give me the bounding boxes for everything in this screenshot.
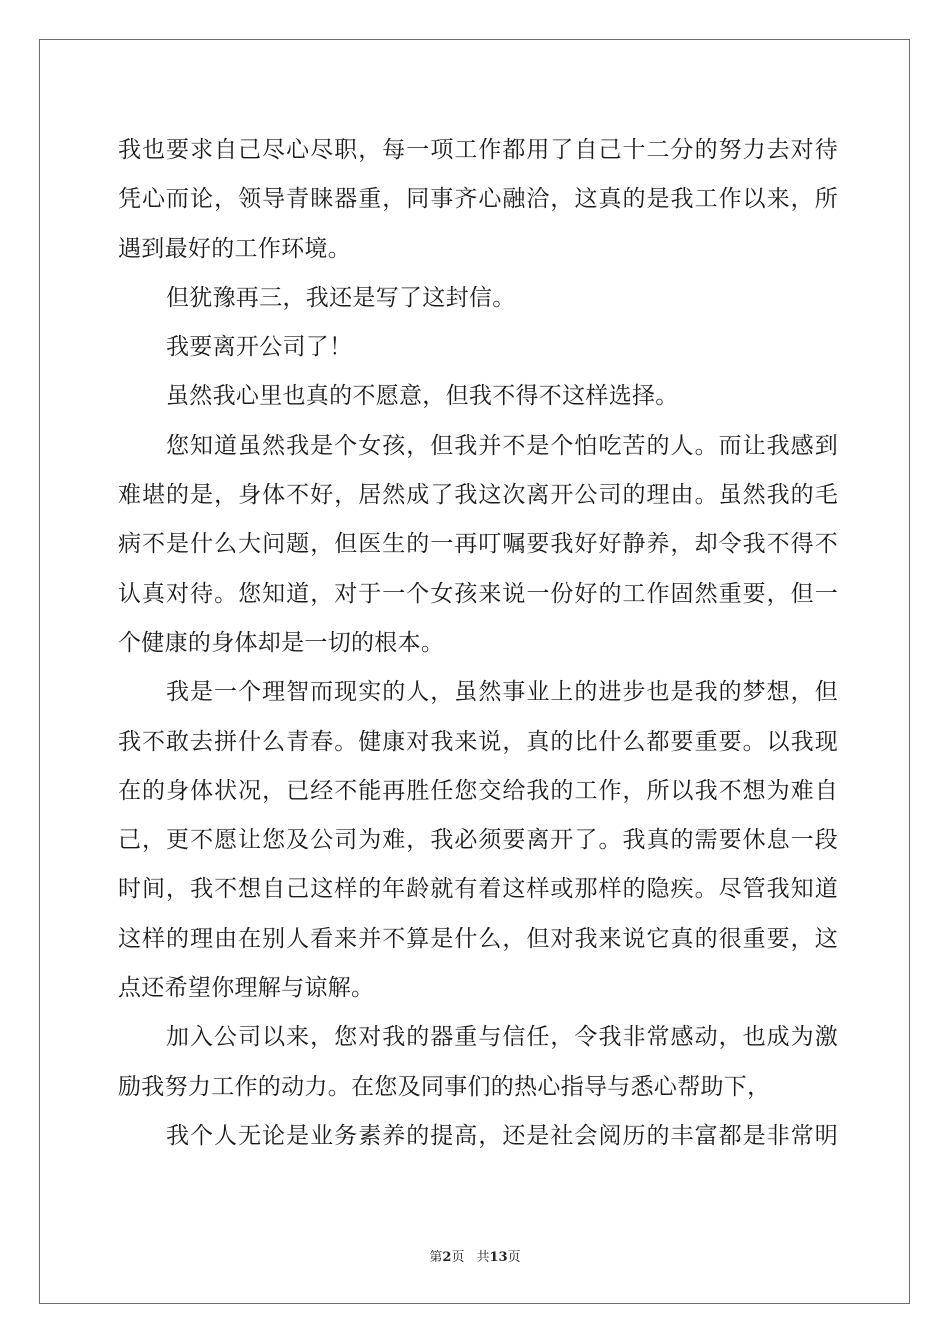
text-line: 我不敢去拼什么青春。健康对我来说，真的比什么都要重要。以我现 bbox=[118, 728, 838, 755]
page-footer bbox=[0, 1246, 950, 1265]
text-line: 时间，我不想自己这样的年龄就有着这样或那样的隐疾。尽管我知道 bbox=[118, 876, 838, 903]
text-line: 但犹豫再三，我还是写了这封信。 bbox=[166, 284, 516, 311]
total-pages: 13 bbox=[489, 1250, 508, 1265]
text-line: 在的身体状况，已经不能再胜任您交给我的工作，所以我不想为难自 bbox=[118, 777, 838, 804]
total-suffix: 页 bbox=[507, 1250, 521, 1265]
text-line: 我是一个理智而现实的人，虽然事业上的进步也是我的梦想，但 bbox=[166, 679, 838, 706]
text-line: 认真对待。您知道，对于一个女孩来说一份好的工作固然重要，但一 bbox=[118, 580, 838, 607]
page-suffix: 页 bbox=[451, 1250, 465, 1265]
page-number: 2 bbox=[442, 1250, 452, 1265]
text-line: 这样的理由在别人看来并不算是什么，但对我来说它真的很重要，这 bbox=[118, 925, 838, 952]
text-line: 我也要求自己尽心尽职，每一项工作都用了自己十二分的努力去对待 bbox=[118, 137, 838, 163]
text-line: 己，更不愿让您及公司为难，我必须要离开了。我真的需要休息一段 bbox=[118, 827, 838, 854]
text-line: 凭心而论，领导青睐器重，同事齐心融洽，这真的是我工作以来，所 bbox=[118, 186, 838, 213]
text-line: 遇到最好的工作环境。 bbox=[118, 235, 351, 262]
text-line: 虽然我心里也真的不愿意，但我不得不这样选择。 bbox=[166, 383, 679, 410]
text-line: 您知道虽然我是个女孩，但我并不是个怕吃苦的人。而让我感到 bbox=[166, 432, 838, 459]
text-line: 励我努力工作的动力。在您及同事们的热心指导与悉心帮助下， bbox=[118, 1073, 771, 1100]
text-line: 我个人无论是业务素养的提高，还是社会阅历的丰富都是非常明 bbox=[166, 1122, 838, 1149]
text-line: 点还希望你理解与谅解。 bbox=[118, 975, 375, 1002]
text-line: 我要离开公司了！ bbox=[166, 334, 353, 361]
text-line: 个健康的身体却是一切的根本。 bbox=[118, 629, 445, 656]
text-line: 病不是什么大问题，但医生的一再叮嘱要我好好静养，却令我不得不 bbox=[118, 531, 838, 558]
total-prefix: 共 bbox=[476, 1250, 490, 1265]
document-body bbox=[118, 126, 838, 1161]
text-line: 难堪的是，身体不好，居然成了我这次离开公司的理由。虽然我的毛 bbox=[118, 482, 838, 509]
page-prefix: 第 bbox=[429, 1250, 443, 1265]
text-line: 加入公司以来，您对我的器重与信任，令我非常感动，也成为激 bbox=[166, 1024, 838, 1051]
